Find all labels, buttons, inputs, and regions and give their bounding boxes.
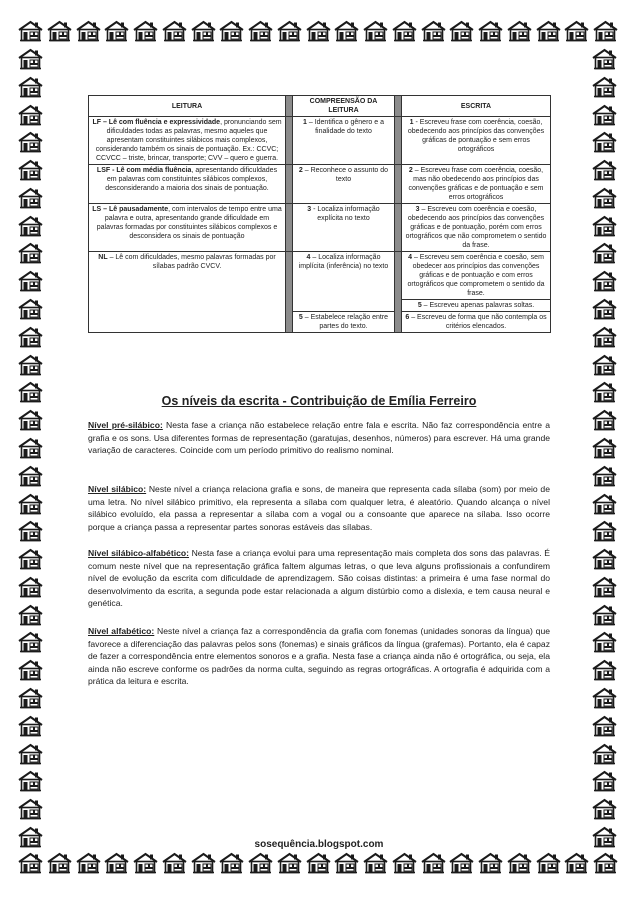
column-separator [395,204,402,252]
house-icon [277,852,302,874]
house-icon [592,743,617,765]
house-icon [592,48,617,70]
level-description: Neste nível a criança faz a correspondência da grafia com fonemas (unidades sonoras da língua) que favorece a diferenciação das palavras pelos sons (fonemas) e sinais gráficos da língua (grafemas). Portanto, ela é capaz de fazer a correspondência entre elementos sonoros e a grafia. Nesta fase a criança ainda não é ortográfica, ou seja, ela ainda não escreve conforme os padrões da norma culta, seguindo as regras ortográficas. A ortografia é adquirida com a prática da leitura e escrita. [88,626,551,687]
house-icon [18,437,43,459]
house-icon [592,631,617,653]
column-separator [286,96,293,117]
column-separator [395,252,402,333]
level-heading: Nível alfabético: [88,626,155,636]
compreensao-cell [293,204,395,252]
house-icon [421,852,446,874]
paragraph-alfabetico [88,625,550,688]
house-icon [592,437,617,459]
house-icon [18,687,43,709]
house-icon [18,187,43,209]
paragraph-pre-silabico [88,419,550,457]
house-icon [18,242,43,264]
house-icon [592,76,617,98]
house-icon [18,520,43,542]
compreensao-description: – Localiza informação implícita (inferência) no texto [298,254,389,270]
house-icon [277,20,302,42]
house-icon [392,20,417,42]
header-leitura: LEITURA [89,96,286,117]
house-icon [47,20,72,42]
escrita-description: – Escreveu sem coerência e coesão, sem obedecer aos princípios das convenções gráficas e de pontuação e com erros ortográficos que comprometem o sentido da frase. [407,254,545,297]
leitura-cell [89,252,286,333]
table-row [89,204,551,252]
leitura-level-label: LF – Lê com fluência e expressividade [92,119,221,126]
house-icon [18,326,43,348]
house-icon [306,852,331,874]
house-icon [478,20,503,42]
right-house-border [592,48,618,848]
escrita-cell [402,312,551,333]
house-icon [592,187,617,209]
house-icon [104,20,129,42]
house-icon [536,852,561,874]
house-icon [18,104,43,126]
house-icon [191,852,216,874]
page-title: Os níveis da escrita - Contribuição de Emília Ferreiro [161,394,477,408]
house-icon [564,852,589,874]
column-separator [286,165,293,204]
bottom-house-border [18,852,618,878]
top-house-border [18,20,618,46]
table-row [89,252,551,300]
house-icon [248,852,273,874]
leitura-description: , pronunciando sem dificuldades todas as palavras, mesmo aqueles que apresentam constituintes silábicos mais complexos, considerando também os sinais de pontuação. Ex.: CCVC; CCVCC – triste, brincar, transporte; CVV – quero e guerra. [95,119,282,162]
compreensao-description: – Identifica o gênero e a finalidade do texto [306,119,384,135]
left-house-border [18,48,44,848]
house-icon [18,770,43,792]
escrita-level-number: 4 [408,254,412,261]
leitura-level-label: LS – Lê pausadamente [92,206,169,213]
house-icon [593,852,618,874]
house-icon [592,715,617,737]
house-icon [18,715,43,737]
house-icon [18,631,43,653]
compreensao-level-number: 3 [307,206,312,213]
house-icon [592,520,617,542]
table-row [89,165,551,204]
house-icon [219,20,244,42]
level-description: Nesta fase a criança evolui para uma representação mais completa dos sons das palavras. É comum neste nível que na representação gráfica faltem algumas letras, o que leva alguns profissionais a confundirem nível de evolução da escrita com dificuldade de aprendizagem. São coisas distintas: a primeira é uma fase normal do desenvolvimento da escrita, a segunda pode estar relacionada a algum distúrbio como a dislexia, e tem causa neural e genética. [88,548,550,609]
house-icon [592,604,617,626]
house-icon [593,20,618,42]
house-icon [592,548,617,570]
house-icon [536,20,561,42]
house-icon [592,270,617,292]
house-icon [47,852,72,874]
escrita-description: – Escreveu frase com coerência, coesão, mas não obedecendo aos princípios das convenções gráficas e de pontuação e sem erros ortográficos [408,167,544,201]
house-icon [392,852,417,874]
house-icon [363,852,388,874]
house-icon [592,215,617,237]
escrita-level-number: 5 [417,302,422,309]
house-icon [18,548,43,570]
house-icon [449,852,474,874]
level-heading: Nível silábico: [88,484,147,494]
leitura-description: , com intervalos de tempo entre uma palavra e outra, apresentando grande dificuldade em palavras formadas por constituintes silábicos complexos e desconsidera os sinais de pontuação [96,206,282,240]
column-separator [286,117,293,165]
house-icon [507,852,532,874]
house-icon [449,20,474,42]
leitura-cell [89,204,286,252]
header-escrita: ESCRITA [402,96,551,117]
house-icon [592,465,617,487]
house-icon [18,354,43,376]
house-icon [18,659,43,681]
house-icon [18,576,43,598]
leitura-cell [89,117,286,165]
escrita-cell [402,165,551,204]
house-icon [592,770,617,792]
compreensao-level-number: 5 [298,314,303,321]
house-icon [592,131,617,153]
house-icon [18,76,43,98]
column-separator [395,165,402,204]
house-icon [18,852,43,874]
house-icon [421,20,446,42]
house-icon [306,20,331,42]
house-icon [592,242,617,264]
house-icon [592,409,617,431]
house-icon [18,604,43,626]
house-icon [133,852,158,874]
house-icon [592,354,617,376]
house-icon [18,131,43,153]
column-separator [395,117,402,165]
escrita-cell [402,300,551,312]
header-compreensao: COMPREENSÃO DA LEITURA [293,96,395,117]
paragraph-silabico-alfabetico [88,547,550,610]
house-icon [162,852,187,874]
house-icon [334,20,359,42]
table-header-row [89,96,551,117]
house-icon [191,20,216,42]
compreensao-description: – Reconhece o assunto do texto [302,167,389,183]
house-icon [592,159,617,181]
footer-url: sosequência.blogspot.com [254,839,384,850]
house-icon [133,20,158,42]
house-icon [18,493,43,515]
house-icon [18,20,43,42]
house-icon [162,20,187,42]
column-separator [395,96,402,117]
house-icon [592,576,617,598]
paragraph-silabico [88,483,550,533]
house-icon [18,215,43,237]
escrita-cell [402,252,551,300]
house-icon [219,852,244,874]
leitura-description: – Lê com dificuldades, mesmo palavras formadas por sílabas padrão CVCV. [107,254,276,270]
compreensao-cell [293,165,395,204]
compreensao-description: - Localiza informação explícita no texto [311,206,380,222]
leitura-cell [89,165,286,204]
house-icon [592,326,617,348]
house-icon [592,798,617,820]
house-icon [18,270,43,292]
leitura-level-label: NL [98,254,108,261]
escrita-level-number: 6 [405,314,410,321]
house-icon [18,798,43,820]
column-separator [286,204,293,252]
house-icon [334,852,359,874]
escrita-level-number: 3 [415,206,420,213]
house-icon [18,465,43,487]
escrita-description: – Escreveu com coerência e coesão, obedecendo aos princípios das convenções gráficas e de pontuação, porém com erros ortográficos que não comprometem o sentido da frase. [405,206,547,249]
house-icon [592,659,617,681]
house-icon [18,409,43,431]
house-icon [592,104,617,126]
compreensao-cell [293,252,395,312]
leitura-description: , apresentando dificuldades em palavras com constituintes silábicos complexos, desconsiderando a maioria dos sinais de pontuação. [105,167,278,192]
escrita-level-number: 2 [408,167,413,174]
level-heading: Nível silábico-alfabético: [88,548,189,558]
level-description: Nesta fase a criança não estabelece relação entre fala e escrita. Não faz correspondência entre a grafia e os sons. Usa diferentes formas de representação (garatujas, desenhos, números) para escrever. Há uma grande variação de caracteres. Coincide com um período primitivo do realismo nominal. [88,420,550,456]
house-icon [76,852,101,874]
leitura-level-label: LSF - Lê com média fluência [96,167,192,174]
house-icon [592,493,617,515]
compreensao-level-number: 4 [306,254,311,261]
escrita-description: – Escreveu de forma que não contempla os critérios elencados. [409,314,547,330]
compreensao-description: – Estabelece relação entre partes do texto. [302,314,389,330]
compreensao-cell [293,117,395,165]
house-icon [104,852,129,874]
column-separator [286,252,293,333]
compreensao-level-number: 2 [298,167,303,174]
reading-writing-levels-table [88,95,551,333]
house-icon [592,298,617,320]
escrita-description: – Escreveu apenas palavras soltas. [421,302,535,309]
compreensao-cell [293,312,395,333]
house-icon [18,159,43,181]
house-icon [564,20,589,42]
table-row [89,117,551,165]
level-heading: Nível pré-silábico: [88,420,163,430]
house-icon [18,743,43,765]
escrita-cell [402,117,551,165]
escrita-cell [402,204,551,252]
house-icon [18,298,43,320]
escrita-description: - Escreveu frase com coerência, coesão, obedecendo aos princípios das convenções gráficas de pontuação e sem erros ortográficos [407,119,545,153]
house-icon [76,20,101,42]
house-icon [248,20,273,42]
house-icon [478,852,503,874]
house-icon [363,20,388,42]
level-description: Neste nível a criança relaciona grafia e sons, de maneira que representa cada sílaba (som) por meio de uma letra. No nível silábico primitivo, ela representa a sílaba com qualquer letra, é aleatório. Quando alcança o nível silábico evoluído, ela passa a representar a sílaba com a vogal ou a consoante que aparece na sílaba. Isso ocorre porque a criança passa a representar partes sonoras estáveis das sílabas. [88,484,550,532]
compreensao-level-number: 1 [303,119,307,126]
house-icon [507,20,532,42]
house-icon [592,687,617,709]
house-icon [18,48,43,70]
escrita-level-number: 1 [409,119,414,126]
